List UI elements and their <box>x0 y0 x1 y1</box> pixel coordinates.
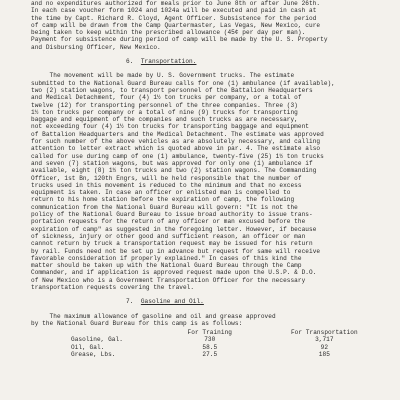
text-line: 1½ ton trucks per company or a total of nine (9) trucks for transporting <box>31 108 298 116</box>
row-label: Gasoline, Gal. <box>71 336 123 344</box>
text-line: attention to letter extract which is quoted above in par. 4. The estimate also <box>31 145 321 153</box>
text-line: by the National Guard Bureau for this camp is as follows: <box>31 319 243 327</box>
text-line: In each case voucher form 1024 and 1024a will be executed and paid in cash at <box>31 7 317 15</box>
text-line: two (2) station wagons, to transport personnel of the Battalion Headquarters <box>31 86 313 94</box>
text-line: of sickness, injury or other good and sufficient reason, an officer or man <box>31 232 306 240</box>
text-line: The maximum allowance of gasoline and oil and grease approved <box>31 312 276 320</box>
text-line: return to his home station before the expiration of camp, the following <box>31 196 295 204</box>
text-line: and Disbursing Officer, New Mexico. <box>31 43 161 51</box>
section-6-paragraph <box>31 72 390 291</box>
text-line: submitted to the National Guard Bureau calls for one (1) ambulance (if available), <box>31 79 335 87</box>
text-line: available, eight (8) 1½ ton trucks and two (2) station wagons. The Commanding <box>31 167 317 175</box>
training-value: 58.5 <box>202 343 218 351</box>
text-line: by rail. Funds need not be set up in advance but request for same will receive <box>31 247 321 255</box>
section-7-heading <box>31 298 390 305</box>
text-line: communication from the National Guard Bureau will govern: "It is not the <box>31 203 298 211</box>
table-header-cell <box>31 329 161 336</box>
section-7-paragraph <box>31 313 390 328</box>
text-line: Commander, and if application is approved request made upon the U.S.P. & D.O. <box>31 269 317 277</box>
text-line: and seven (7) station wagons, but was approved for only one (1) ambulance if <box>31 159 313 167</box>
text-line: matter should be taken up with the National Guard Bureau through the Camp <box>31 262 302 270</box>
text-line: the time by Capt. Richard R. Cloyd, Agent Officer. Subsistence for the period <box>31 14 317 22</box>
row-label: Grease, Lbs. <box>71 351 116 359</box>
table-header-cell: For Transportation <box>290 329 358 337</box>
text-line: portation requests for the return of any officer or man excused before the <box>31 218 306 226</box>
text-line: of camp will be drawn from the Camp Quartermaster, Las Vegas, New Mexico, cure <box>31 21 321 29</box>
table-row <box>31 351 390 358</box>
text-line: being taken to keep within the prescribed allowance (45¢ per day per man). <box>31 29 306 37</box>
text-line: favorable consideration if properly explained." In cases of this kind the <box>31 254 302 262</box>
text-line: Payment for subsistence during period of camp will be made by the U. S. Property <box>31 36 328 44</box>
text-line: trucks used in this movement is reduced to the minimum and that no excess <box>31 181 302 189</box>
text-line: equipment is taken. In case an officer or enlisted man is compelled to <box>31 189 291 197</box>
allowance-table <box>31 329 390 358</box>
section-7-number: 7. <box>126 298 134 306</box>
text-line: The movement will be made by U. S. Government trucks. The estimate <box>31 72 295 80</box>
section-6-heading <box>31 58 390 65</box>
table-row <box>31 336 390 343</box>
text-line: twelve (12) for transporting personnel of the three companies. Three (3) <box>31 101 298 109</box>
text-line: policy of the National Guard Bureau to issue broad authority to issue trans- <box>31 211 313 219</box>
text-line: of New Mexico who is a Government Transportation Officer for the necessary <box>31 276 306 284</box>
row-label: Oil, Gal. <box>71 343 105 351</box>
text-line: of Battalion Headquarters and the Medical Detachment. The estimate was approved <box>31 130 324 138</box>
table-header-row <box>31 329 390 336</box>
section-6-title: Transportation. <box>140 58 197 66</box>
training-value: 730 <box>204 336 216 344</box>
table-header-cell: For Training <box>187 329 233 337</box>
transportation-value: 185 <box>318 351 330 359</box>
text-line: baggage and equipment of the companies and such trucks as are necessary, <box>31 116 298 124</box>
text-line: cannot return by truck a transportation request may be issued for his return <box>31 240 313 248</box>
text-line: for such number of the above vehicles as are absolutely necessary, and calling <box>31 138 321 146</box>
text-line: and Medical Detachment, four (4) 1½ ton trucks per company, or a total of <box>31 94 302 102</box>
intro-paragraph <box>31 0 390 51</box>
transportation-value: 3,717 <box>315 336 334 344</box>
text-line: and no expenditures authorized for meals prior to June 8th or after June 26th. <box>31 0 321 7</box>
text-line: called for use during camp of one (1) ambulance, twenty-five (25) 1½ ton trucks <box>31 152 324 160</box>
text-line: not exceeding four (4) 1½ ton trucks for transporting baggage and equipment <box>31 123 310 131</box>
text-line: Officer, 1st Bn, 120th Engrs, will be held responsible that the number of <box>31 174 302 182</box>
text-line: expiration of camp" as suggested in the foregoing letter. However, if because <box>31 225 317 233</box>
transportation-value: 92 <box>320 343 329 351</box>
training-value: 27.5 <box>202 351 218 359</box>
table-row <box>31 344 390 351</box>
section-7-title: Gasoline and Oil. <box>140 298 204 306</box>
text-line: transportation requests covering the travel. <box>31 283 195 291</box>
section-6-number: 6. <box>126 58 134 66</box>
